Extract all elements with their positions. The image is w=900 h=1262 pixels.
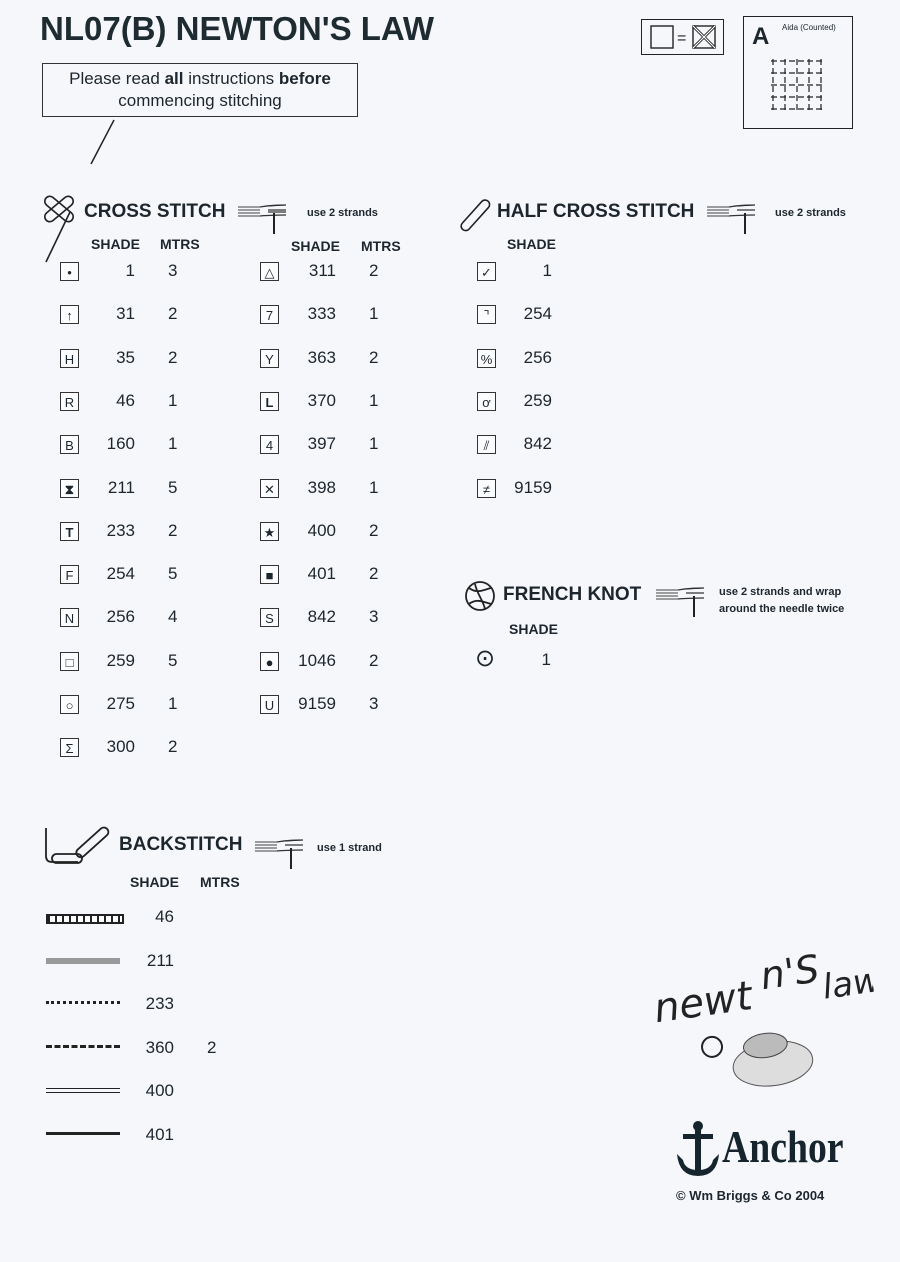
one-square-equals-one-cross-icon bbox=[641, 19, 724, 55]
mtrs-value: 5 bbox=[168, 650, 178, 670]
mtrs-value: 1 bbox=[168, 434, 178, 454]
symbol-box: ↑ bbox=[60, 305, 79, 324]
shade-header: SHADE bbox=[509, 621, 559, 637]
fabric-letter: A bbox=[752, 23, 770, 50]
shade-value: 397 bbox=[307, 434, 336, 454]
symbol-box: • bbox=[60, 262, 79, 281]
symbol-box: S bbox=[260, 608, 279, 627]
symbol-box: ● bbox=[260, 652, 279, 671]
mtrs-header: MTRS bbox=[361, 238, 401, 254]
mtrs-value: 1 bbox=[369, 434, 379, 454]
notice-bold: before bbox=[278, 69, 331, 88]
mtrs-value: 1 bbox=[168, 694, 178, 713]
shade-value: 370 bbox=[307, 390, 336, 410]
backstitch-line-sample bbox=[46, 914, 124, 924]
symbol-box: B bbox=[60, 435, 79, 454]
french-knot-strands bbox=[719, 584, 844, 618]
fabric-box bbox=[743, 16, 853, 129]
strands-line: around the needle twice bbox=[719, 603, 845, 615]
notice-text: instructions bbox=[183, 69, 279, 88]
shade-value: 256 bbox=[523, 347, 552, 367]
mtrs-value: 4 bbox=[168, 607, 178, 627]
shade-value: 9159 bbox=[298, 694, 336, 713]
shade-value: 311 bbox=[308, 261, 336, 280]
half-cross-title: HALF CROSS STITCH bbox=[497, 201, 695, 222]
mtrs-value: 5 bbox=[168, 477, 178, 497]
shade-value: 256 bbox=[106, 607, 135, 627]
symbol-box: R bbox=[60, 392, 79, 411]
shade-value: 401 bbox=[307, 564, 336, 584]
fold-line bbox=[88, 118, 118, 168]
shade-value: 46 bbox=[116, 390, 135, 410]
shade-value: 398 bbox=[307, 477, 336, 497]
mtrs-value: 1 bbox=[168, 390, 178, 410]
backstitch-line-sample bbox=[46, 1045, 120, 1048]
backstitch-line-sample bbox=[46, 1088, 120, 1093]
shade-value: 233 bbox=[145, 994, 174, 1013]
mtrs-value: 2 bbox=[369, 347, 379, 367]
mtrs-value: 2 bbox=[168, 737, 178, 757]
shade-value: 211 bbox=[107, 477, 135, 497]
mtrs-value: 2 bbox=[168, 520, 178, 540]
shade-value: 1 bbox=[125, 261, 135, 280]
page-title: NL07(B) NEWTON'S LAW bbox=[40, 10, 435, 47]
shade-value: 31 bbox=[116, 304, 135, 324]
shade-header: SHADE bbox=[91, 236, 141, 252]
symbol-box: ơ bbox=[477, 392, 496, 411]
shade-value: 1046 bbox=[298, 650, 336, 670]
svg-text:newt: newt bbox=[651, 973, 755, 1033]
notice-bold: all bbox=[164, 69, 184, 88]
shade-value: 400 bbox=[307, 520, 336, 540]
mtrs-value: 1 bbox=[369, 477, 379, 497]
shade-value: 275 bbox=[106, 694, 135, 713]
symbol-box: N bbox=[60, 608, 79, 627]
symbol-box: 7 bbox=[260, 305, 279, 324]
symbol-box: H bbox=[60, 349, 79, 368]
french-knot-icon bbox=[463, 580, 497, 612]
thread-needle-icon bbox=[238, 201, 286, 235]
french-knot-title: FRENCH KNOT bbox=[503, 584, 642, 605]
shade-value: 254 bbox=[523, 304, 552, 324]
symbol-box: % bbox=[477, 349, 496, 368]
svg-text:n'S: n'S bbox=[757, 946, 822, 999]
half-cross-strands: use 2 strands bbox=[775, 207, 846, 219]
cross-stitch-title: CROSS STITCH bbox=[84, 201, 226, 222]
strands-line: use 2 strands and wrap bbox=[719, 586, 842, 598]
svg-text:=: = bbox=[677, 30, 687, 47]
backstitch-line-sample bbox=[46, 1132, 120, 1135]
shade-value: 360 bbox=[145, 1037, 174, 1057]
symbol-box: ✓ bbox=[477, 262, 496, 281]
shade-value: 842 bbox=[523, 434, 552, 454]
fabric-label: Aida (Counted) bbox=[782, 23, 836, 32]
mtrs-value: 2 bbox=[369, 650, 379, 670]
mtrs-value: 2 bbox=[207, 1037, 217, 1057]
notice-text: Please read bbox=[69, 69, 165, 88]
shade-value: 401 bbox=[145, 1124, 174, 1144]
symbol-box: △ bbox=[260, 262, 279, 281]
mtrs-value: 3 bbox=[168, 261, 178, 280]
symbol-box: □ bbox=[60, 652, 79, 671]
backstitch-icon bbox=[42, 826, 114, 866]
shade-header: SHADE bbox=[130, 874, 180, 890]
symbol-box: U bbox=[260, 695, 279, 714]
shade-value: 259 bbox=[106, 650, 135, 670]
symbol-box: ⌝ bbox=[477, 305, 496, 324]
mtrs-value: 2 bbox=[369, 261, 379, 280]
mtrs-value: 5 bbox=[168, 564, 178, 584]
mtrs-value: 2 bbox=[369, 564, 379, 584]
backstitch-title: BACKSTITCH bbox=[119, 834, 243, 855]
symbol-box: 4 bbox=[260, 435, 279, 454]
backstitch-line-sample bbox=[46, 958, 120, 964]
shade-value: 333 bbox=[307, 304, 336, 324]
thread-needle-icon bbox=[707, 201, 755, 235]
shade-value: 9159 bbox=[514, 477, 552, 497]
mtrs-value: 2 bbox=[369, 520, 379, 540]
mtrs-value: 3 bbox=[369, 607, 379, 627]
shade-value: 300 bbox=[106, 737, 135, 757]
cross-stitch-strands: use 2 strands bbox=[307, 207, 378, 219]
shade-header: SHADE bbox=[507, 236, 557, 252]
mtrs-value: 2 bbox=[168, 304, 178, 324]
symbol-box: ○ bbox=[60, 695, 79, 714]
aida-weave-icon bbox=[769, 57, 827, 115]
thread-needle-icon bbox=[656, 584, 704, 618]
svg-text:law: law bbox=[820, 959, 884, 1008]
shade-value: 1 bbox=[542, 261, 552, 280]
instructions-notice bbox=[42, 63, 358, 117]
mtrs-value: 2 bbox=[168, 347, 178, 367]
mtrs-header: MTRS bbox=[200, 874, 240, 890]
shade-value: 233 bbox=[106, 520, 135, 540]
mtrs-value: 3 bbox=[369, 694, 379, 713]
shade-header: SHADE bbox=[291, 238, 341, 254]
mtrs-value: 1 bbox=[369, 304, 379, 324]
anchor-logo-icon bbox=[675, 1120, 721, 1180]
shade-value: 46 bbox=[155, 907, 174, 926]
anchor-brand: Anchor bbox=[722, 1121, 844, 1172]
symbol-box: T bbox=[60, 522, 79, 541]
shade-value: 160 bbox=[106, 434, 135, 454]
symbol-box: Σ bbox=[60, 738, 79, 757]
shade-value: 254 bbox=[106, 564, 135, 584]
cross-stitch-icon bbox=[40, 192, 80, 264]
notice-text: commencing stitching bbox=[118, 91, 282, 110]
symbol-box: ⧗ bbox=[60, 479, 79, 498]
symbol-box: Y bbox=[260, 349, 279, 368]
french-knot-symbol: ⊙ bbox=[475, 645, 496, 672]
symbol-box: ✕ bbox=[260, 479, 279, 498]
symbol-box: ★ bbox=[260, 522, 279, 541]
mtrs-header: MTRS bbox=[160, 236, 200, 252]
symbol-box: ■ bbox=[260, 565, 279, 584]
symbol-box: F bbox=[60, 565, 79, 584]
sheep-illustration bbox=[648, 934, 885, 1103]
copyright: © Wm Briggs & Co 2004 bbox=[676, 1188, 825, 1203]
shade-value: 400 bbox=[145, 1081, 174, 1100]
mtrs-value: 1 bbox=[369, 390, 379, 410]
shade-value: 842 bbox=[307, 607, 336, 627]
shade-value: 1 bbox=[541, 650, 551, 669]
shade-value: 259 bbox=[523, 390, 552, 410]
thread-needle-icon bbox=[255, 836, 303, 870]
backstitch-line-sample bbox=[46, 1001, 120, 1004]
symbol-box: ⫽ bbox=[477, 435, 496, 454]
symbol-box: L bbox=[260, 392, 279, 411]
symbol-box: ≠ bbox=[477, 479, 496, 498]
shade-value: 35 bbox=[116, 347, 135, 367]
half-cross-stitch-icon bbox=[458, 198, 492, 232]
backstitch-strands: use 1 strand bbox=[317, 842, 382, 854]
shade-value: 363 bbox=[307, 347, 336, 367]
shade-value: 211 bbox=[146, 950, 174, 970]
